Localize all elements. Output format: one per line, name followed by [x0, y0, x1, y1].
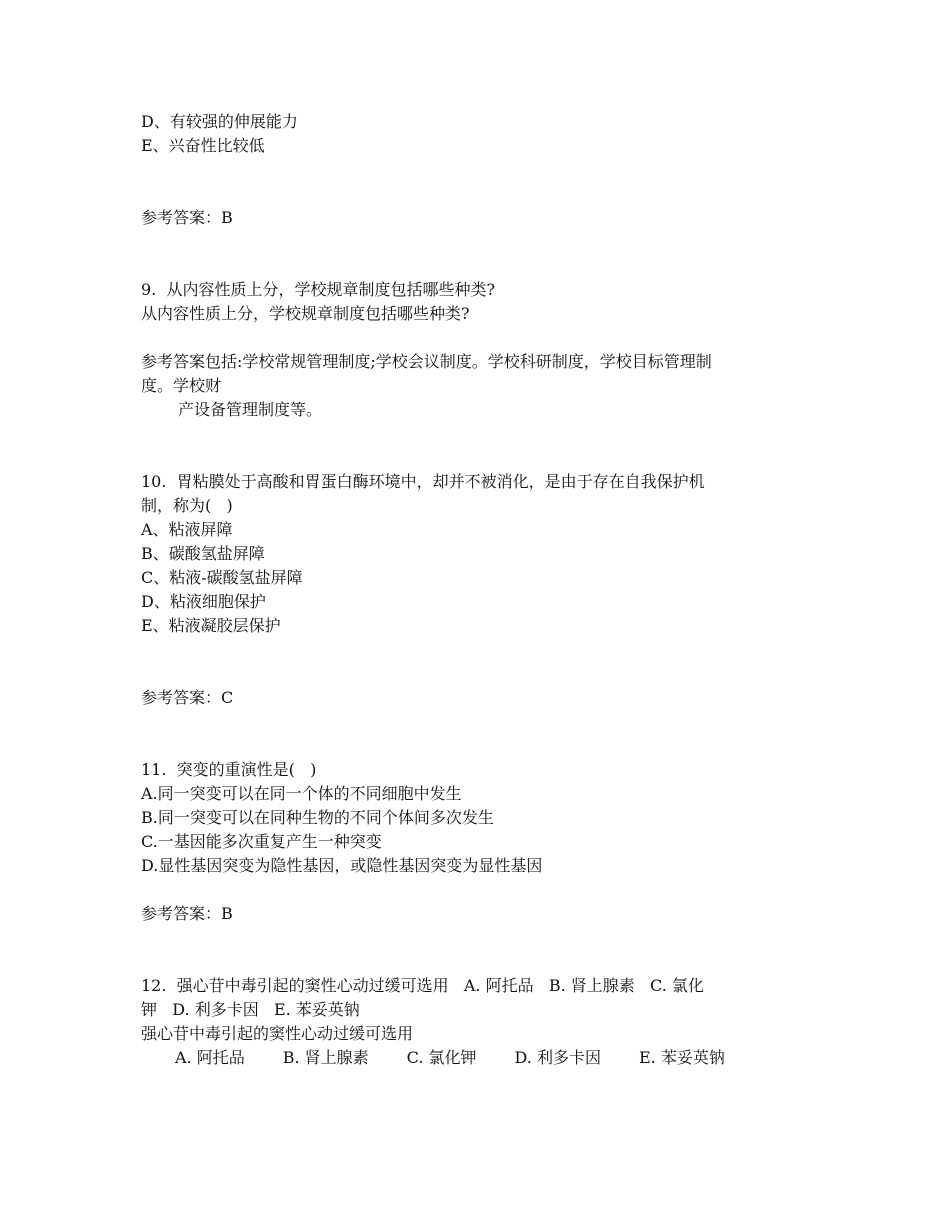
- q10-option-d: D、粘液细胞保护: [141, 592, 266, 611]
- q11-answer: 参考答案：B: [141, 904, 233, 923]
- q10-stem-line-2: 制，称为( ): [141, 496, 233, 515]
- q12-stem-repeat: 强心苷中毒引起的窦性心动过缓可选用: [141, 1024, 414, 1043]
- q12-option-d: D. 利多卡因: [514, 1048, 601, 1067]
- q11-stem: 11. 突变的重演性是( ): [141, 760, 317, 779]
- q12-options-row: [141, 1046, 821, 1070]
- q10-option-e: E、粘液凝胶层保护: [141, 616, 281, 635]
- q9-answer-line-3: 产设备管理制度等。: [178, 400, 323, 419]
- q10-answer: 参考答案：C: [141, 688, 234, 707]
- q11-option-c: C.一基因能多次重复产生一种突变: [141, 832, 382, 851]
- q10-stem-line-1: 10. 胃粘膜处于高酸和胃蛋白酶环境中，却并不被消化，是由于存在自我保护机: [141, 472, 705, 491]
- q11-option-a: A.同一突变可以在同一个体的不同细胞中发生: [141, 784, 462, 803]
- q12-stem-line-2: 钾 D. 利多卡因 E. 苯妥英钠: [141, 1000, 360, 1019]
- q9-answer-line-2: 度。学校财: [141, 376, 222, 395]
- q11-option-b: B.同一突变可以在同种生物的不同个体间多次发生: [141, 808, 494, 827]
- q10-option-a: A、粘液屏障: [141, 520, 233, 539]
- q10-option-c: C、粘液-碳酸氢盐屏障: [141, 568, 303, 587]
- q8-option-e: E、兴奋性比较低: [141, 136, 265, 155]
- q10-option-b: B、碳酸氢盐屏障: [141, 544, 265, 563]
- q9-stem: 9. 从内容性质上分，学校规章制度包括哪些种类?: [141, 280, 496, 299]
- q12-option-b: B. 肾上腺素: [282, 1048, 369, 1067]
- q8-answer: 参考答案：B: [141, 208, 233, 227]
- q12-option-e: E. 苯妥英钠: [638, 1048, 725, 1067]
- q8-option-d: D、有较强的伸展能力: [141, 112, 298, 131]
- q11-option-d: D.显性基因突变为隐性基因，或隐性基因突变为显性基因: [141, 856, 543, 875]
- q12-option-a: A. 阿托品: [175, 1048, 245, 1067]
- document-page: [141, 110, 821, 1070]
- q9-answer-line-1: 参考答案包括:学校常规管理制度;学校会议制度。学校科研制度，学校目标管理制: [141, 352, 712, 371]
- q12-option-c: C. 氯化钾: [406, 1048, 477, 1067]
- q9-stem-repeat: 从内容性质上分，学校规章制度包括哪些种类?: [141, 304, 470, 323]
- q12-stem-line-1: 12. 强心苷中毒引起的窦性心动过缓可选用 A. 阿托品 B. 肾上腺素 C. 氯化: [141, 976, 704, 995]
